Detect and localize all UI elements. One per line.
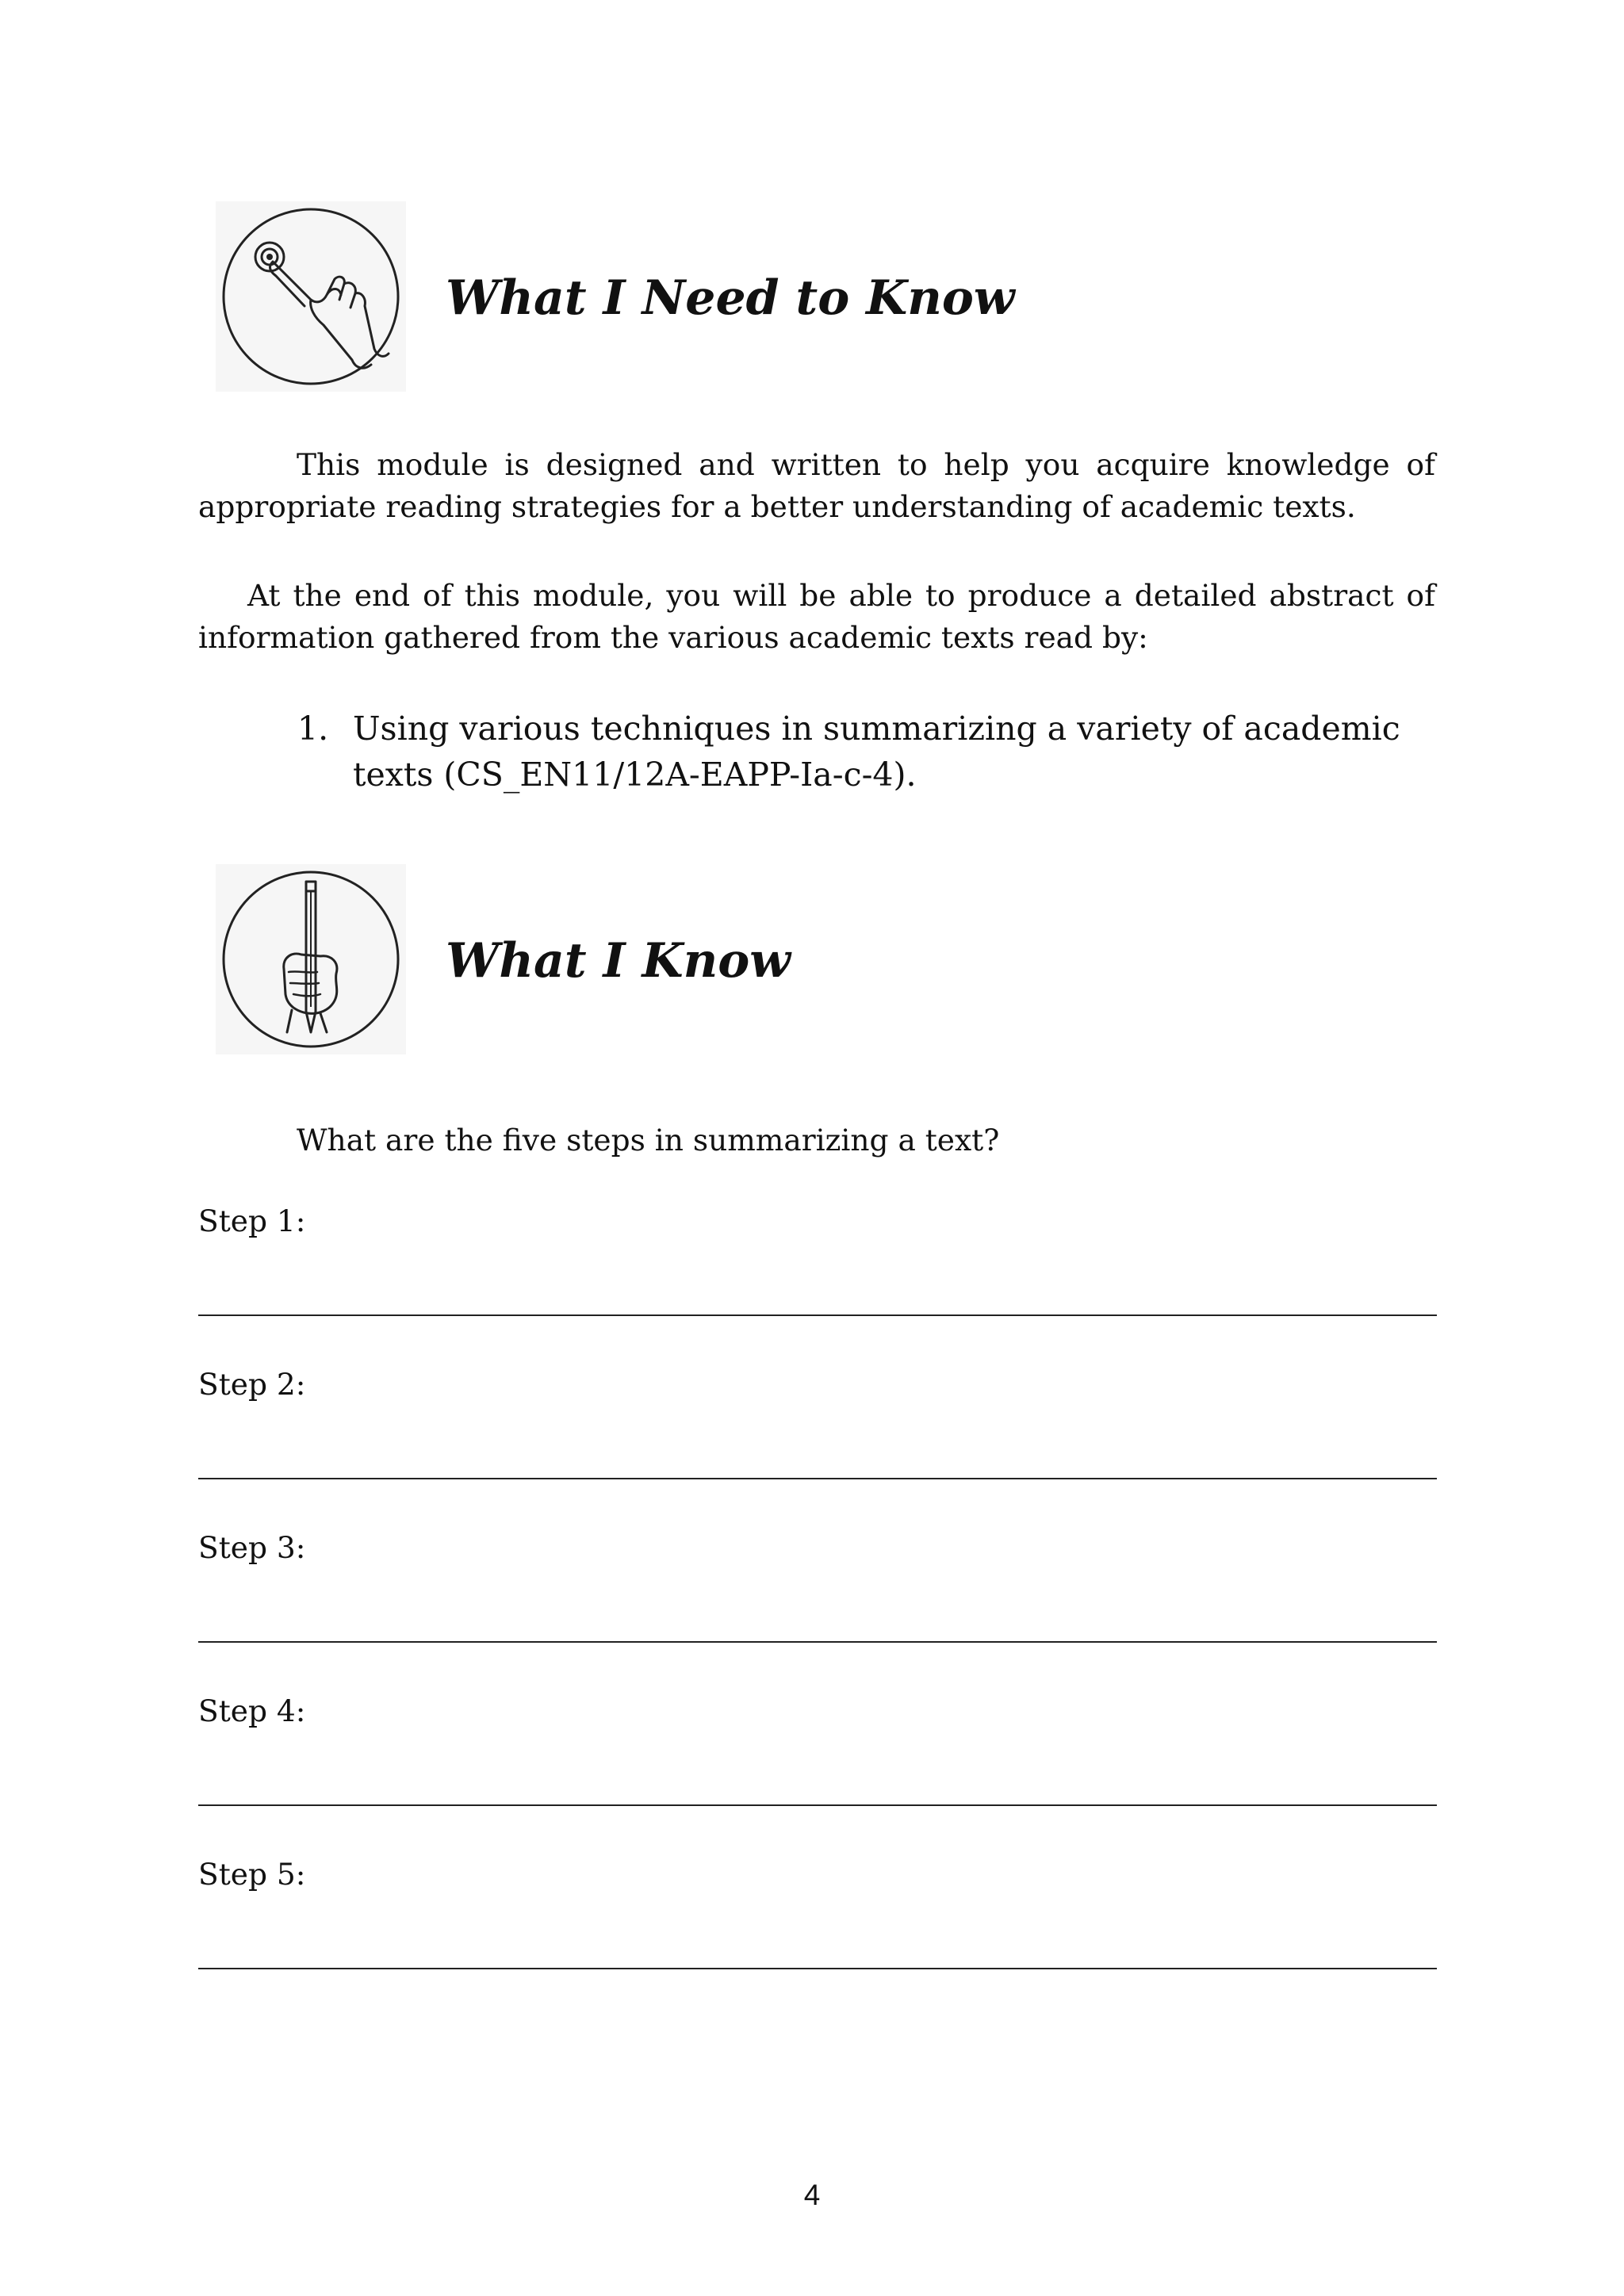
objective-list-item bbox=[297, 706, 1439, 798]
objective-text: Using various techniques in summarizing a variety of academic texts (CS_EN11/12A-EAPP-Ia-c-4). bbox=[353, 710, 1400, 794]
page-number: 4 bbox=[803, 2179, 821, 2211]
answer-line-step-3[interactable] bbox=[198, 1641, 1437, 1643]
answer-line-step-5[interactable] bbox=[198, 1968, 1437, 1969]
section-title-need-to-know: What I Need to Know bbox=[446, 270, 1015, 326]
answer-line-step-4[interactable] bbox=[198, 1804, 1437, 1806]
hand-holding-pencil-icon bbox=[216, 864, 406, 1054]
pretest-question: What are the five steps in summarizing a text? bbox=[297, 1123, 1000, 1158]
objective-number: 1. bbox=[297, 710, 329, 748]
answer-line-step-1[interactable] bbox=[198, 1314, 1437, 1316]
pointing-hand-icon bbox=[216, 201, 406, 392]
intro-paragraph: This module is designed and written to help you acquire knowledge of appropriate reading strategies for a better understanding of academic texts. bbox=[198, 447, 1435, 524]
step-label: Step 1: bbox=[198, 1203, 306, 1238]
outcome-paragraph: At the end of this module, you will be able to produce a detailed abstract of information gathered from the various academic texts read by: bbox=[198, 578, 1435, 655]
step-label: Step 5: bbox=[198, 1857, 306, 1892]
answer-line-step-2[interactable] bbox=[198, 1478, 1437, 1479]
step-label: Step 3: bbox=[198, 1530, 306, 1565]
step-label: Step 4: bbox=[198, 1693, 306, 1728]
step-label: Step 2: bbox=[198, 1367, 306, 1402]
section-title-what-i-know: What I Know bbox=[446, 933, 791, 989]
